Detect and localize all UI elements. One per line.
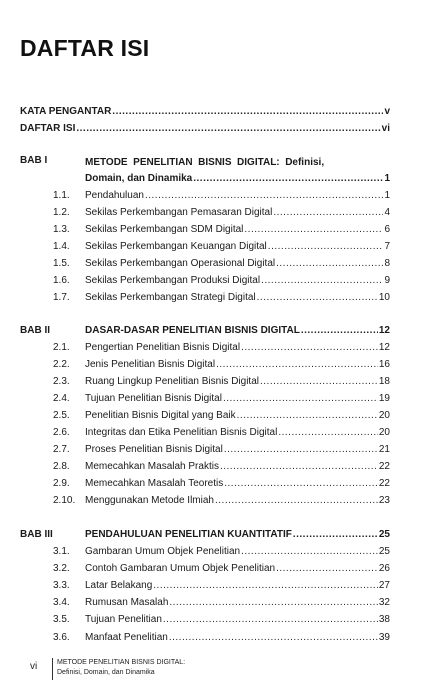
toc-entry-page: 10 bbox=[378, 292, 390, 303]
toc-entry-number: 1.5. bbox=[53, 258, 70, 269]
toc-entry-label: Sekilas Perkembangan Keuangan Digital bbox=[85, 241, 267, 252]
toc-entry-number: 1.4. bbox=[53, 241, 70, 252]
dot-leader bbox=[153, 579, 378, 593]
toc-entry[interactable] bbox=[0, 562, 425, 576]
dot-leader bbox=[261, 274, 383, 288]
dot-leader bbox=[276, 257, 383, 271]
toc-entry-label: Memecahkan Masalah Praktis bbox=[85, 461, 219, 472]
toc-entry[interactable] bbox=[0, 596, 425, 610]
footer-book-subtitle: Definisi, Domain, dan Dinamika bbox=[57, 669, 155, 676]
toc-entry-label: Manfaat Penelitian bbox=[85, 631, 168, 643]
toc-entry-page: 22 bbox=[378, 461, 390, 472]
toc-entry-label: Jenis Penelitian Bisnis Digital bbox=[85, 359, 216, 370]
toc-entry-page: 38 bbox=[378, 614, 390, 626]
footer-book-title: METODE PENELITIAN BISNIS DIGITAL: bbox=[57, 659, 186, 666]
chapter-label: BAB III bbox=[20, 529, 53, 540]
toc-entry-page: 9 bbox=[384, 275, 390, 286]
toc-entry-number: 1.6. bbox=[53, 275, 70, 286]
toc-entry-number: 2.7. bbox=[53, 444, 70, 455]
dot-leader bbox=[220, 460, 378, 474]
toc-entry-page: 32 bbox=[378, 597, 390, 609]
toc-entry[interactable] bbox=[0, 579, 425, 593]
toc-entry-number: 2.4. bbox=[53, 393, 70, 404]
toc-entry-label: Gambaran Umum Objek Penelitian bbox=[85, 546, 241, 557]
dot-leader bbox=[278, 426, 378, 440]
dot-leader bbox=[301, 324, 378, 338]
toc-entry[interactable] bbox=[0, 358, 425, 372]
toc-entry-number: 2.3. bbox=[53, 376, 70, 387]
toc-entry-page: 22 bbox=[378, 478, 390, 489]
toc-entry-number: 1.2. bbox=[53, 207, 70, 218]
toc-entry-page: vi bbox=[381, 123, 390, 134]
toc-entry[interactable] bbox=[0, 613, 425, 627]
toc-entry[interactable] bbox=[0, 477, 425, 491]
chapter-1-title[interactable] bbox=[85, 154, 390, 171]
toc-entry-label: Sekilas Perkembangan Strategi Digital bbox=[85, 292, 256, 303]
dot-leader bbox=[145, 189, 383, 203]
toc-entry-label: Ruang Lingkup Penelitian Bisnis Digital bbox=[85, 376, 259, 387]
toc-entry[interactable] bbox=[0, 392, 425, 406]
toc-entry-label: Rumusan Masalah bbox=[85, 597, 169, 609]
chapter-title-line-1: METODE PENELITIAN BISNIS DIGITAL: Definisi, bbox=[85, 157, 325, 168]
toc-entry-page: 4 bbox=[384, 207, 390, 218]
toc-entry-number: 3.3. bbox=[53, 580, 70, 592]
toc-entry-page: v bbox=[384, 106, 390, 117]
dot-leader bbox=[169, 631, 378, 645]
toc-entry[interactable] bbox=[0, 494, 425, 508]
chapter-page: 1 bbox=[384, 173, 390, 184]
dot-leader bbox=[215, 494, 378, 508]
toc-entry-page: 19 bbox=[378, 393, 390, 404]
dot-leader bbox=[223, 392, 378, 406]
chapter-1-title-line-2[interactable] bbox=[0, 172, 425, 186]
toc-entry-number: 2.5. bbox=[53, 410, 70, 421]
dot-leader bbox=[224, 477, 378, 491]
toc-entry[interactable] bbox=[0, 257, 425, 271]
toc-entry[interactable] bbox=[0, 240, 425, 254]
toc-entry[interactable] bbox=[0, 545, 425, 559]
chapter-3-row[interactable] bbox=[0, 528, 425, 542]
dot-leader bbox=[293, 528, 378, 542]
toc-entry-number: 2.6. bbox=[53, 427, 70, 438]
dot-leader bbox=[224, 443, 378, 457]
toc-entry-number: 1.3. bbox=[53, 224, 70, 235]
toc-entry[interactable] bbox=[0, 206, 425, 220]
page-title: DAFTAR ISI bbox=[20, 35, 150, 61]
toc-entry[interactable] bbox=[0, 274, 425, 288]
dot-leader bbox=[244, 223, 383, 237]
toc-entry-number: 1.7. bbox=[53, 292, 70, 303]
toc-entry-kata-pengantar[interactable] bbox=[0, 105, 425, 119]
toc-entry-label: Proses Penelitian Bisnis Digital bbox=[85, 444, 223, 455]
toc-entry-label: Sekilas Perkembangan Pemasaran Digital bbox=[85, 207, 273, 218]
toc-entry-number: 3.6. bbox=[53, 631, 70, 643]
dot-leader bbox=[193, 172, 383, 186]
toc-entry-page: 1 bbox=[384, 190, 390, 201]
toc-entry[interactable] bbox=[0, 291, 425, 305]
toc-entry-page: 12 bbox=[378, 342, 390, 353]
toc-entry-label: KATA PENGANTAR bbox=[20, 106, 112, 117]
toc-entry-label: Penelitian Bisnis Digital yang Baik bbox=[85, 410, 236, 421]
chapter-label: BAB II bbox=[20, 325, 50, 336]
toc-entry-number: 2.8. bbox=[53, 461, 70, 472]
toc-entry-page: 8 bbox=[384, 258, 390, 269]
toc-entry-page: 16 bbox=[378, 359, 390, 370]
toc-entry-label: Sekilas Perkembangan Produksi Digital bbox=[85, 275, 261, 286]
toc-entry-label: Contoh Gambaran Umum Objek Penelitian bbox=[85, 563, 276, 575]
toc-entry-page: 27 bbox=[378, 580, 390, 592]
toc-entry-page: 25 bbox=[378, 546, 390, 557]
chapter-page: 25 bbox=[378, 529, 390, 540]
toc-entry[interactable] bbox=[0, 443, 425, 457]
toc-entry-page: 21 bbox=[378, 444, 390, 455]
chapter-title: DASAR-DASAR PENELITIAN BISNIS DIGITAL bbox=[85, 325, 300, 336]
toc-entry-label: Menggunakan Metode Ilmiah bbox=[85, 495, 214, 506]
dot-leader bbox=[241, 341, 378, 355]
dot-leader bbox=[257, 291, 378, 305]
chapter-title-line-2: Domain, dan Dinamika bbox=[85, 173, 193, 184]
dot-leader bbox=[260, 375, 378, 389]
dot-leader bbox=[163, 613, 378, 627]
toc-entry-label: Sekilas Perkembangan Operasional Digital bbox=[85, 258, 276, 269]
toc-entry-number: 2.9. bbox=[53, 478, 70, 489]
dot-leader bbox=[112, 105, 383, 119]
dot-leader bbox=[276, 562, 378, 576]
toc-entry-page: 7 bbox=[384, 241, 390, 252]
toc-entry-number: 1.1. bbox=[53, 190, 70, 201]
toc-entry[interactable] bbox=[0, 426, 425, 440]
chapter-page: 12 bbox=[378, 325, 390, 336]
toc-entry-number: 2.10. bbox=[53, 495, 76, 506]
toc-entry-number: 2.1. bbox=[53, 342, 70, 353]
dot-leader bbox=[76, 122, 380, 136]
footer-divider bbox=[52, 658, 53, 680]
toc-entry-label: Tujuan Penelitian bbox=[85, 614, 162, 626]
dot-leader bbox=[169, 596, 378, 610]
dot-leader bbox=[241, 545, 378, 559]
toc-entry-daftar-isi[interactable] bbox=[0, 122, 425, 136]
toc-entry[interactable] bbox=[0, 631, 425, 645]
dot-leader bbox=[273, 206, 383, 220]
toc-entry-label: DAFTAR ISI bbox=[20, 123, 76, 134]
toc-entry-label: Latar Belakang bbox=[85, 580, 153, 592]
chapter-label: BAB I bbox=[20, 155, 48, 166]
toc-entry-label: Memecahkan Masalah Teoretis bbox=[85, 478, 224, 489]
toc-entry-number: 2.2. bbox=[53, 359, 70, 370]
toc-entry[interactable] bbox=[0, 409, 425, 423]
toc-entry[interactable] bbox=[0, 341, 425, 355]
dot-leader bbox=[268, 240, 384, 254]
toc-entry-label: Integritas dan Etika Penelitian Bisnis Digital bbox=[85, 427, 278, 438]
toc-entry-page: 26 bbox=[378, 563, 390, 575]
toc-entry-page: 6 bbox=[384, 224, 390, 235]
toc-entry-number: 3.1. bbox=[53, 546, 70, 557]
toc-entry-number: 3.2. bbox=[53, 563, 70, 575]
toc-entry-page: 20 bbox=[378, 427, 390, 438]
toc-entry[interactable] bbox=[0, 189, 425, 203]
toc-entry[interactable] bbox=[0, 223, 425, 237]
toc-entry-page: 20 bbox=[378, 410, 390, 421]
dot-leader bbox=[237, 409, 378, 423]
toc-entry-label: Sekilas Perkembangan SDM Digital bbox=[85, 224, 244, 235]
toc-entry-page: 18 bbox=[378, 376, 390, 387]
dot-leader bbox=[216, 358, 378, 372]
toc-entry-label: Pengertian Penelitian Bisnis Digital bbox=[85, 342, 241, 353]
toc-entry-page: 39 bbox=[378, 631, 390, 643]
chapter-title: PENDAHULUAN PENELITIAN KUANTITATIF bbox=[85, 529, 292, 540]
toc-entry-label: Pendahuluan bbox=[85, 190, 144, 201]
footer-page-number: vi bbox=[30, 661, 38, 672]
toc-entry-label: Tujuan Penelitian Bisnis Digital bbox=[85, 393, 222, 404]
toc-entry-page: 23 bbox=[378, 495, 390, 506]
toc-entry-number: 3.4. bbox=[53, 597, 70, 609]
chapter-2-row[interactable] bbox=[0, 324, 425, 338]
toc-entry[interactable] bbox=[0, 460, 425, 474]
toc-entry[interactable] bbox=[0, 375, 425, 389]
toc-entry-number: 3.5. bbox=[53, 614, 70, 626]
